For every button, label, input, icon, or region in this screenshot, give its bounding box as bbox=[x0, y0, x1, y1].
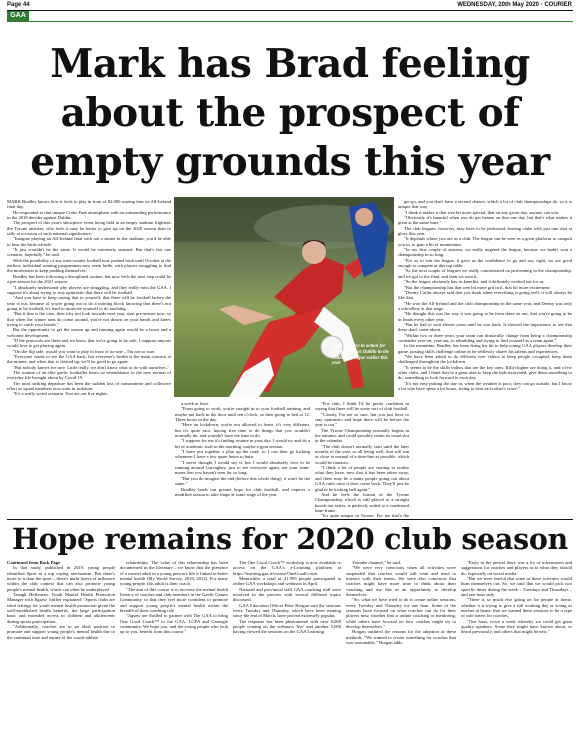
paragraph: He responded to that unique Croke Park atmosphere with an outstanding performance in the 2018 decider against Dublin. bbox=[7, 209, 171, 221]
story2-column-5 bbox=[461, 560, 572, 735]
story2-column-1 bbox=[7, 560, 115, 735]
paragraph: "If the protocols are there and we know that we're going to be safe, I suppose anyone would love to get playing again. bbox=[7, 337, 171, 349]
story2-column-3 bbox=[233, 560, 341, 735]
paragraph: National and provincial staff GAA coaching staff were involved in the process with several different topics discussed. bbox=[233, 586, 341, 603]
paragraph: "We have been asked to do different wee videos to keep people occupied, keep them challenged throughout the lockdown. bbox=[398, 353, 572, 365]
paragraph: "Early in the period there was a lot of information and suggestions for coaches and players as to what they should do, especially on social media. bbox=[461, 560, 572, 576]
paragraph: "I never thought I would say it, but I would absolutely love to be running around Garvaghey, just to see everyone again, see your team-mates that you haven't seen for so long. bbox=[175, 459, 310, 476]
paragraph: "But nobody knows for sure. Little really, we don't know what to do with ourselves." bbox=[13, 364, 169, 370]
paragraph: "Everyone wants to see the GAA back, but everyone's health is the main concern at the minute, and when that is cleared up, we'll be good to go again. bbox=[7, 353, 171, 365]
paragraph: In that study, published in 2019, young people identified Sport as a top coping mechanism. But there's more to it than the sport – there's multi layers of influence within the club context that can also promote young people's mental health, which can often be underplayed. bbox=[7, 565, 115, 592]
paragraph: "We were very conscious when all activities were suspended that coaches would still want and need to interact with their teams. We were also conscious that coaches might have more time to think about their coaching and use this as an opportunity to develop themselves. bbox=[346, 565, 456, 598]
paragraph: "He won the All-Ireland and the club championship in the same year, and Dermy was only a schoolboy at that stage. bbox=[398, 300, 572, 311]
story1-column-3 bbox=[315, 401, 409, 519]
story2-headline: Hope remains for 2020 club season bbox=[12, 522, 568, 556]
paragraph: The most striking departure has been the sudden loss of camaraderie and collective effort as squad members now train in isolation. bbox=[7, 380, 171, 392]
paragraph: "He thought this was the way it was going to be from there on out, that you're going to be in finals every other year. bbox=[398, 311, 572, 322]
paragraph: "In my first couple of seasons, we really targeted the league, because we hadn't won a championship in so long. bbox=[398, 247, 572, 258]
paragraph: Tanagh Heffernan, Youth Mental Health Promotion Manager with Jigsaw, further explained: "Sports clubs are ideal settings for youth mental health promotion given the well-established health benefits, the large participation base, and extended access to children and adolescents during sports participation. bbox=[7, 592, 115, 624]
paragraph: "For us to win the league, it gave us the confidence to go and say, right, we are good enough to compete at this top table. bbox=[398, 257, 572, 269]
paragraph: "Here on lockdown, you're not allowed to leave, it's very different, but it's quite nice, having free time to do things that you wouldn't normally do, and wouldn't have the time to do. bbox=[175, 422, 310, 439]
paragraph: "One hour, twice a week whereby we could get great quality speakers. Some they might have known about, or heard previously, and others that might be new." bbox=[461, 618, 572, 635]
story2-column-4 bbox=[346, 560, 456, 735]
paragraph: "Within two or three years your team can drastically change from being a championship contender year-on, year-out, to rebuilding and trying to find yourself as a team again." bbox=[398, 332, 572, 343]
paragraph: The One Good Coach™ workshop is now available to access on the GAA's e-Learning platform at https://learning.gaa.ie/course/OneGoodCoach. bbox=[233, 560, 341, 576]
paragraph: "I suppose for me it's finding routine in your day. I would try and do a bit of academic stuff in the morning, maybe a gym session. bbox=[175, 438, 310, 449]
story1-column-2 bbox=[175, 401, 310, 519]
paragraph: "The club doesn't normally start until the later months of the year, so all being well, that will run as close to normal of a time-line as possible, which would be fantastic. bbox=[315, 443, 409, 465]
paragraph: "It's quite unique in Tyrone. For me that's the bbox=[321, 513, 409, 519]
paragraph: "But we were fearful that some of these activities would burn themselves out. So, we said that we would pick two specific times during the week – Tuesdays and Thursdays – and one hour only. bbox=[461, 576, 572, 598]
paragraph: The response has been phenomenal with over 6,000 people coming on the webinars 'live' and another 5,000 having viewed the sessions on the GAA Learning bbox=[233, 618, 341, 635]
paragraph: "And you have to keep saying that to yourself, that there will be football before the year is out, because of you're going out to do a training block knowing that there's not going to be football, it's hard to motivate yourself to do anything. bbox=[7, 295, 171, 311]
paragraph: "Jigsaw are thrilled to partner with The GAA to bring One Good Coach™ to the GAA, LGFA and Camogie community. We hope you, and the young people who look up to you, benefit from this course." bbox=[120, 613, 228, 635]
paragraph: Youtube channel," he said. bbox=[352, 560, 401, 565]
story1-column-4 bbox=[398, 199, 572, 519]
story1-column-1 bbox=[7, 199, 171, 519]
paragraph: Bradley has been following a disciplined routine, but now feels the next step could be a pre-season for the 2021 season. bbox=[7, 273, 171, 285]
paragraph: "But you do imagine the end (before this whole thing), it won't be the same." bbox=[175, 475, 310, 487]
paragraph: "So the league obviously has its benefits, and it definitely worked out for us. bbox=[404, 279, 545, 285]
paragraph: But the opportunity to get the season up and running again would be a boost and a welcome development. bbox=[7, 327, 171, 338]
page-number: Page 44 bbox=[7, 2, 30, 8]
paragraph: "Obviously it's harmful when you do get beaten on that one day, but that's what makes it great at the same time." bbox=[398, 215, 572, 226]
paragraph: "But if that is the case, then why not look towards next year, start pre-season now, so that when the winter runs do come around, you're not drawn on your hands and knees trying to catch your breath." bbox=[7, 311, 171, 327]
paragraph: "On the flip side, would you want to play in front of no-one – I'm not so sure. bbox=[13, 348, 156, 354]
paragraph: Continued from Back Page bbox=[7, 560, 61, 565]
paragraph: "So the next couple of leagues we really concentrated on performing in the championship, and we got to the final, and then we won it. bbox=[398, 268, 572, 279]
paragraph: "Dermy Carlin always said that you think when everything is going well, it will always be like that. bbox=[398, 289, 572, 301]
story1-headline: Mark has Brad feeling about the prospect of empty grounds this year bbox=[30, 41, 550, 185]
paragraph: The club leagues, however, may have to be jettisoned, leaving clubs with just one shot at glory this year. bbox=[398, 225, 572, 237]
paragraph: The prospect of this year's showpiece event being held in an empty stadium frightens the Tyrone attacker, who feels it may be better to give up on the 2020 season than to rally at occasion of such national significance. bbox=[7, 220, 171, 237]
paragraph: Meanwhile, a total of 21,995 people participated in online GAA workshops and webinars in April. bbox=[233, 576, 341, 587]
section-tag: GAA bbox=[7, 11, 29, 21]
paragraph: "It's not easy putting the day in, when the weather is poor, they can go outside, but I know a lot who have spent a lot hours, trying to beat each other's score." bbox=[398, 380, 572, 392]
section-rule bbox=[7, 21, 573, 22]
paragraph: Horgan outlined the reasons for the adoption of these methods. "We wanted to create something for coaches that was sustainable," Horgan adds. bbox=[346, 629, 456, 646]
paragraph: With the possibility of any inter-county football now pushed back until October at the earliest, individual training programmes now seem futile, with players struggling to find the motivation to keep pushing themselves. bbox=[7, 257, 171, 274]
paragraph: And he feels the format of the Tyrone Championship, which is still played as a straight knock-out series, is perfectly suited to a condensed time-frame. bbox=[315, 491, 409, 513]
story2-column-2 bbox=[120, 560, 228, 735]
issue-date: WEDNESDAY, 20th May 2020 - COURIER bbox=[457, 2, 572, 8]
photo-caption: Mark Bradley in action for Tyrone against Dublin in the National League earlier this year bbox=[332, 344, 390, 367]
paragraph: get-go, and you don't have a second chance, which a lot of club championships do, so it is unique that way. bbox=[398, 199, 572, 210]
paragraph: "I have put together a plan up the road, so I can then go kicking whenever I have a few spare hours to burn. bbox=[175, 449, 310, 460]
paragraph: "County, I'm not so sure, but you just have to stay optimistic and hope there will be before the year is out." bbox=[315, 411, 409, 428]
paragraph: "For club, I think I'd be pretty confident in saying that there will be some sort of club football. bbox=[315, 401, 409, 412]
paragraph: The routine of an elite gaelic footballer bears no resemblance to the new normal of everyday life brought about by Covid-19. bbox=[7, 370, 171, 381]
paragraph: "From going to work, you're straight in to your football training, and maybe not back in the door until ten o'clock, so then going to bed at 12. Three hours in the day. bbox=[175, 406, 310, 423]
paragraph: "Imagine playing an All-Ireland final with not a sinner in the stadium, you'd be able to hear the birds whistle. bbox=[7, 236, 171, 247]
paragraph: "But he had to wait eleven years until he was back. It showed the importance to see that these don't come about. bbox=[398, 321, 572, 333]
paragraph: MARK Bradley knows how it feels to play in front of 82,000 roaring fans on All-Ireland final day. bbox=[7, 199, 171, 210]
paragraph: "It just wouldn't be the same. It would be extremely unusual. But that's fair one scenario, hopefully," he said. bbox=[7, 247, 171, 258]
paragraph: "The aim of this course is to increase the mental health literacy of coaches and club members in the Gaelic Games Community so that they feel more confident to promote and support young people's mental health within the breadth of their coaching role. bbox=[120, 586, 228, 614]
paragraph: Bradley leads out greater hope for club football, and expects a modified season to take shape at some stage of the year. bbox=[175, 486, 310, 497]
paragraph: "I absolutely understand why players are struggling, and they really miss the GAA. I suppose it's about trying to stay optimistic that there will be football. bbox=[7, 284, 171, 295]
story-divider bbox=[7, 519, 573, 520]
paragraph: GAA Education Officer Peter Horgan said the sessions every Tuesday and Thursday, which have been running since the end of March, have proved extremely popular. bbox=[233, 602, 341, 619]
paragraph: "I think it makes it that wee bit more special, that on any given day, anyone can win. bbox=[404, 209, 560, 215]
paragraph: "It seems to be the skills videos that are the key ones. Killyclogher are doing it, and a few other clubs, and I think they're a great idea to keep the kids motivated, give them something to do, something to look forward to each day. bbox=[398, 364, 572, 381]
paragraph: "Additionally, coaches are in an ideal position to promote and support young people's mental health due to the continual time and nature of the coach-athlete bbox=[7, 624, 115, 640]
paragraph: The Tyrone Championship normally begins in the autumn, and could possibly retain its usual slot in the calendar. bbox=[315, 427, 409, 444]
paragraph: In the meantime, Bradley has been doing his bit to help young GAA players develop their game, posting skills challenge online as he selflessly shares his talents and experiences. bbox=[398, 343, 572, 354]
paragraph: a week at least. bbox=[181, 401, 210, 406]
header-rule bbox=[7, 10, 573, 11]
paragraph: "It depends where you are as a club. The league can be seen as a great platform to catapult you in, to gain a bit of momentum. bbox=[398, 236, 572, 247]
paragraph: "But the championship has that wee bit more grit in it, that bit more excitement. bbox=[404, 284, 551, 290]
paragraph: "I think a lot of people are starting to realise what they have, now that it has been taken away, and there may be a many people going out about GAA rules once it does come back. They'll just be glad to be kicking ball again." bbox=[315, 465, 409, 492]
paragraph: relationship. The value of this relationship has been documented in the literature – we know that the presence of a trusted adult in a young person's life is linked to better mental health (My World Survey, 2019, 2012). For many young people, this adult is their coach. bbox=[120, 560, 228, 587]
paragraph: "So, what we have tried to do is create online sessions, every Tuesday and Thursday for one hour. Some of the sessions have focused on what coaches can do for their players now, whether that is online coaching or mentoring, while others have focused on how coaches might try to develop themselves." bbox=[346, 597, 456, 630]
page-header bbox=[0, 0, 580, 10]
paragraph: "It's a really weird scenario. You are out five nights bbox=[13, 391, 108, 397]
paragraph: "There is so much else going on for people at home, whether it is trying to give a full working day or acting as teacher at home, that we wanted these sessions to be a type of safe haven for coaches. bbox=[461, 597, 572, 619]
